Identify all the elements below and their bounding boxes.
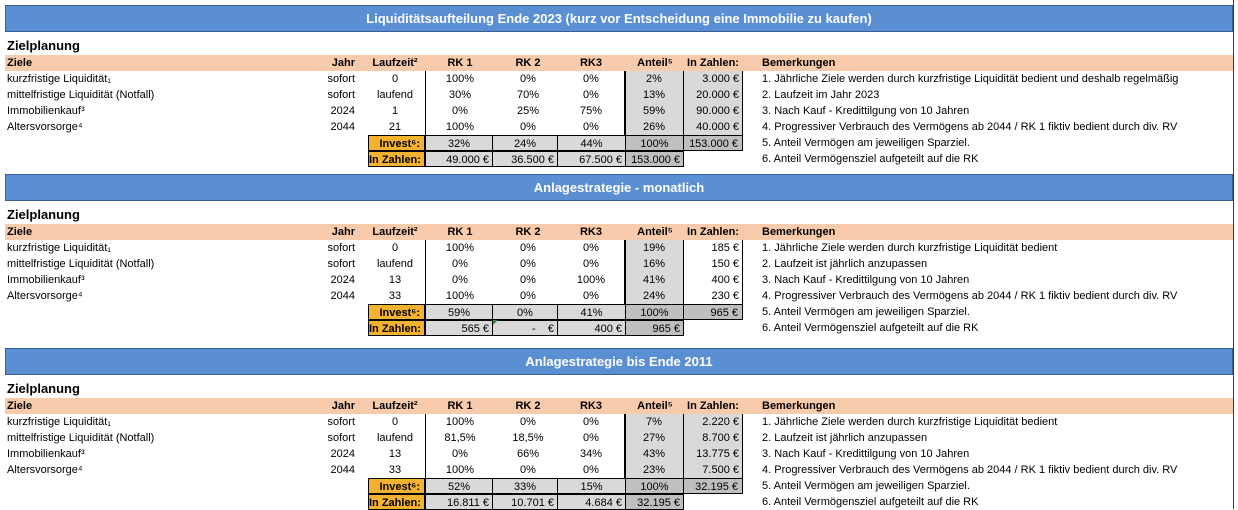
bemerkung-cell: 5. Anteil Vermögen am jeweiligen Sparziel. [762, 137, 970, 149]
col-jahr: Jahr [331, 57, 355, 69]
invest-label: Invest⁶: [368, 135, 425, 151]
invest-zahl: 153.000 € [683, 135, 743, 151]
jahr-cell: sofort [327, 242, 355, 254]
rk1-cell: 100% [445, 290, 475, 302]
section-banner: Anlagestrategie - monatlich [5, 174, 1233, 201]
col-inzahlen: In Zahlen: [687, 57, 739, 69]
inzahlen-rk2: - € [492, 320, 558, 336]
col-anteil: Anteil⁵ [637, 400, 673, 412]
col-rk1: RK 1 [447, 226, 473, 238]
invest-rk3: 41% [557, 304, 626, 320]
laufzeit-cell: 13 [388, 448, 402, 460]
bemerkung-cell: 2. Laufzeit ist jährlich anzupassen [762, 432, 928, 444]
bemerkung-cell: 6. Anteil Vermögensziel aufgeteilt auf die RK [762, 153, 979, 165]
rk2-cell: 0% [520, 290, 536, 302]
laufzeit-cell: laufend [376, 258, 414, 270]
zahl-cell: 150 € [711, 258, 739, 270]
inzahlen-rk3: 400 € [557, 320, 626, 336]
rk3-cell: 0% [583, 258, 599, 270]
table-row [5, 119, 1233, 135]
zahl-cell: 40.000 € [696, 121, 739, 133]
col-rk2: RK 2 [515, 226, 541, 238]
bemerkung-cell: 3. Nach Kauf - Kredittilgung von 10 Jahren [762, 448, 970, 460]
anteil-cell: 41% [642, 274, 666, 286]
ziel-cell: mittelfristige Liquidität (Notfall) [7, 89, 155, 101]
invest-rk2: 24% [492, 135, 558, 151]
rk1-cell: 0% [452, 258, 468, 270]
col-laufzeit: Laufzeit² [372, 57, 418, 69]
bemerkung-cell: 4. Progressiver Verbrauch des Vermögens ab 2044 / RK 1 fiktiv bedient durch div. RV [762, 290, 1178, 302]
bemerkung-cell: 3. Nach Kauf - Kredittilgung von 10 Jahren [762, 274, 970, 286]
zahl-cell: 230 € [711, 290, 739, 302]
jahr-cell: sofort [327, 416, 355, 428]
rk2-cell: 0% [520, 274, 536, 286]
col-ziele: Ziele [7, 400, 33, 412]
laufzeit-cell: laufend [376, 432, 414, 444]
section-liquiditaet [5, 5, 1233, 169]
bemerkung-cell: 3. Nach Kauf - Kredittilgung von 10 Jahren [762, 105, 970, 117]
invest-rk2: 0% [492, 304, 558, 320]
rk2-cell: 0% [520, 416, 536, 428]
laufzeit-cell: 0 [391, 73, 399, 85]
col-rk3: RK3 [579, 400, 602, 412]
anteil-cell: 7% [646, 416, 662, 428]
invest-anteil: 100% [625, 478, 684, 494]
laufzeit-cell: laufend [376, 89, 414, 101]
zahl-cell: 3.000 € [702, 73, 739, 85]
rk2-cell: 66% [516, 448, 540, 460]
anteil-cell: 59% [642, 105, 666, 117]
inzahlen-anteil: 32.195 € [625, 494, 684, 510]
zielplanung-title: Zielplanung [7, 38, 80, 53]
invest-rk3: 44% [557, 135, 626, 151]
inzahlen-label: In Zahlen: [368, 494, 425, 510]
inzahlen-anteil: 965 € [625, 320, 684, 336]
rk1-cell: 100% [445, 242, 475, 254]
table-row [5, 103, 1233, 119]
invest-zahl: 965 € [683, 304, 743, 320]
table-header [5, 398, 1233, 414]
rk3-cell: 0% [583, 432, 599, 444]
rk2-cell: 0% [520, 464, 536, 476]
inzahlen-rk1: 16.811 € [425, 494, 493, 510]
bemerkung-cell: 1. Jährliche Ziele werden durch kurzfristige Liquidität bedient und deshalb regelmäßig [762, 73, 1179, 85]
section-bis-2011 [5, 348, 1233, 509]
inzahlen-row [5, 320, 1233, 336]
anteil-cell: 43% [642, 448, 666, 460]
ziel-cell: kurzfristige Liquidität₁ [7, 416, 111, 428]
ziel-cell: Immobilienkauf³ [7, 105, 85, 117]
anteil-cell: 2% [646, 73, 662, 85]
laufzeit-cell: 33 [388, 290, 402, 302]
jahr-cell: 2024 [330, 274, 355, 286]
rk3-cell: 0% [583, 290, 599, 302]
inzahlen-rk3: 4.684 € [557, 494, 626, 510]
section-monatlich [5, 174, 1233, 338]
col-rk2: RK 2 [515, 57, 541, 69]
inzahlen-rk1: 49.000 € [425, 151, 493, 167]
zahl-cell: 8.700 € [702, 432, 739, 444]
col-anteil: Anteil⁵ [637, 226, 673, 238]
anteil-cell: 16% [642, 258, 666, 270]
ziel-cell: mittelfristige Liquidität (Notfall) [7, 258, 155, 270]
jahr-cell: sofort [327, 432, 355, 444]
table-row [5, 288, 1233, 304]
laufzeit-cell: 1 [391, 105, 399, 117]
table-row [5, 446, 1233, 462]
rk2-cell: 18,5% [512, 432, 544, 444]
jahr-cell: 2044 [330, 464, 355, 476]
invest-row [5, 478, 1233, 494]
table-row [5, 240, 1233, 256]
rk1-cell: 0% [452, 448, 468, 460]
rk1-cell: 100% [445, 464, 475, 476]
zahl-cell: 7.500 € [702, 464, 739, 476]
invest-row [5, 304, 1233, 320]
zahl-cell: 400 € [711, 274, 739, 286]
col-ziele: Ziele [7, 57, 33, 69]
bemerkung-cell: 4. Progressiver Verbrauch des Vermögens ab 2044 / RK 1 fiktiv bedient durch div. RV [762, 464, 1178, 476]
table-row [5, 71, 1233, 87]
col-jahr: Jahr [331, 226, 355, 238]
bemerkung-cell: 5. Anteil Vermögen am jeweiligen Sparziel. [762, 480, 970, 492]
table-header [5, 55, 1233, 71]
rk2-cell: 0% [520, 258, 536, 270]
bemerkung-cell: 1. Jährliche Ziele werden durch kurzfristige Liquidität bedient [762, 242, 1058, 254]
laufzeit-cell: 33 [388, 464, 402, 476]
bemerkung-cell: 6. Anteil Vermögensziel aufgeteilt auf die RK [762, 496, 979, 508]
table-header [5, 224, 1233, 240]
laufzeit-cell: 21 [388, 121, 402, 133]
rk3-cell: 0% [583, 416, 599, 428]
inzahlen-rk3: 67.500 € [557, 151, 626, 167]
invest-rk1: 52% [425, 478, 493, 494]
anteil-cell: 19% [642, 242, 666, 254]
rk3-cell: 0% [583, 73, 599, 85]
col-rk3: RK3 [579, 226, 602, 238]
ziel-cell: Altersvorsorge⁴ [7, 290, 83, 302]
rk2-cell: 25% [516, 105, 540, 117]
inzahlen-row [5, 151, 1233, 167]
invest-label: Invest⁶: [368, 478, 425, 494]
rk3-cell: 34% [579, 448, 603, 460]
zahl-cell: 20.000 € [696, 89, 739, 101]
col-bemerkungen: Bemerkungen [762, 226, 836, 238]
table-row [5, 256, 1233, 272]
anteil-cell: 26% [642, 121, 666, 133]
anteil-cell: 27% [642, 432, 666, 444]
rk1-cell: 100% [445, 73, 475, 85]
sheet-divider [1233, 0, 1234, 509]
inzahlen-anteil: 153.000 € [625, 151, 684, 167]
jahr-cell: sofort [327, 73, 355, 85]
zielplanung-title: Zielplanung [7, 381, 80, 396]
rk1-cell: 0% [452, 274, 468, 286]
col-anteil: Anteil⁵ [637, 57, 673, 69]
col-rk1: RK 1 [447, 400, 473, 412]
col-rk2: RK 2 [515, 400, 541, 412]
section-banner: Liquiditätsaufteilung Ende 2023 (kurz vor Entscheidung eine Immobilie zu kaufen) [5, 5, 1233, 32]
rk3-cell: 0% [583, 121, 599, 133]
rk1-cell: 30% [448, 89, 472, 101]
rk1-cell: 0% [452, 105, 468, 117]
jahr-cell: sofort [327, 258, 355, 270]
table-row [5, 272, 1233, 288]
inzahlen-label: In Zahlen: [368, 151, 425, 167]
ziel-cell: kurzfristige Liquidität₁ [7, 73, 111, 85]
rk3-cell: 0% [583, 89, 599, 101]
rk3-cell: 0% [583, 242, 599, 254]
invest-rk1: 59% [425, 304, 493, 320]
section-banner: Anlagestrategie bis Ende 2011 [5, 348, 1233, 375]
inzahlen-rk1: 565 € [425, 320, 493, 336]
rk3-cell: 0% [583, 464, 599, 476]
invest-anteil: 100% [625, 304, 684, 320]
col-inzahlen: In Zahlen: [687, 400, 739, 412]
laufzeit-cell: 13 [388, 274, 402, 286]
jahr-cell: 2024 [330, 448, 355, 460]
col-bemerkungen: Bemerkungen [762, 57, 836, 69]
bemerkung-cell: 6. Anteil Vermögensziel aufgeteilt auf die RK [762, 322, 979, 334]
ziel-cell: kurzfristige Liquidität₁ [7, 242, 111, 254]
rk2-cell: 0% [520, 73, 536, 85]
col-bemerkungen: Bemerkungen [762, 400, 836, 412]
ziel-cell: Immobilienkauf³ [7, 448, 85, 460]
ziel-cell: Altersvorsorge⁴ [7, 121, 83, 133]
ziel-cell: mittelfristige Liquidität (Notfall) [7, 432, 155, 444]
col-ziele: Ziele [7, 226, 33, 238]
rk2-cell: 70% [516, 89, 540, 101]
invest-anteil: 100% [625, 135, 684, 151]
col-laufzeit: Laufzeit² [372, 400, 418, 412]
rk2-cell: 0% [520, 121, 536, 133]
col-jahr: Jahr [331, 400, 355, 412]
col-rk3: RK3 [579, 57, 602, 69]
anteil-cell: 23% [642, 464, 666, 476]
zahl-cell: 185 € [711, 242, 739, 254]
comment-indicator[interactable] [493, 320, 498, 325]
table-row [5, 87, 1233, 103]
bemerkung-cell: 2. Laufzeit im Jahr 2023 [762, 89, 880, 101]
zielplanung-title: Zielplanung [7, 207, 80, 222]
invest-row [5, 135, 1233, 151]
inzahlen-row [5, 494, 1233, 510]
invest-zahl: 32.195 € [683, 478, 743, 494]
bemerkung-cell: 5. Anteil Vermögen am jeweiligen Sparziel. [762, 306, 970, 318]
anteil-cell: 13% [642, 89, 666, 101]
bemerkung-cell: 1. Jährliche Ziele werden durch kurzfristige Liquidität bedient [762, 416, 1058, 428]
col-laufzeit: Laufzeit² [372, 226, 418, 238]
invest-rk3: 15% [557, 478, 626, 494]
zahl-cell: 90.000 € [696, 105, 739, 117]
ziel-cell: Immobilienkauf³ [7, 274, 85, 286]
invest-rk1: 32% [425, 135, 493, 151]
rk1-cell: 81,5% [444, 432, 476, 444]
table-row [5, 430, 1233, 446]
jahr-cell: sofort [327, 89, 355, 101]
jahr-cell: 2024 [330, 105, 355, 117]
rk3-cell: 75% [579, 105, 603, 117]
zahl-cell: 13.775 € [696, 448, 739, 460]
inzahlen-rk2: 10.701 € [492, 494, 558, 510]
table-row [5, 462, 1233, 478]
ziel-cell: Altersvorsorge⁴ [7, 464, 83, 476]
jahr-cell: 2044 [330, 290, 355, 302]
bemerkung-cell: 2. Laufzeit ist jährlich anzupassen [762, 258, 928, 270]
zahl-cell: 2.220 € [702, 416, 739, 428]
inzahlen-label: In Zahlen: [368, 320, 425, 336]
inzahlen-rk2: 36.500 € [492, 151, 558, 167]
rk1-cell: 100% [445, 416, 475, 428]
table-row [5, 414, 1233, 430]
laufzeit-cell: 0 [391, 416, 399, 428]
col-rk1: RK 1 [447, 57, 473, 69]
rk2-cell: 0% [520, 242, 536, 254]
invest-label: Invest⁶: [368, 304, 425, 320]
invest-rk2: 33% [492, 478, 558, 494]
rk3-cell: 100% [576, 274, 606, 286]
laufzeit-cell: 0 [391, 242, 399, 254]
bemerkung-cell: 4. Progressiver Verbrauch des Vermögens ab 2044 / RK 1 fiktiv bedient durch div. RV [762, 121, 1178, 133]
anteil-cell: 24% [642, 290, 666, 302]
rk1-cell: 100% [445, 121, 475, 133]
col-inzahlen: In Zahlen: [687, 226, 739, 238]
jahr-cell: 2044 [330, 121, 355, 133]
